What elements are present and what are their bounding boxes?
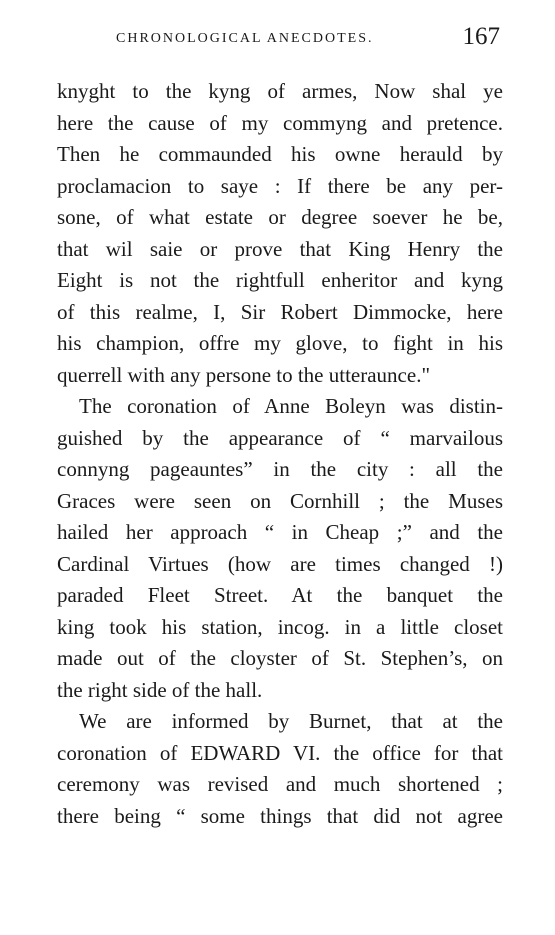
text-line: Cardinal Virtues (how are times changed !) bbox=[57, 551, 503, 576]
page-number: 167 bbox=[462, 23, 500, 50]
text-line: proclamacion to saye : If there be any per- bbox=[57, 173, 503, 198]
text-line: there being “ some things that did not agree bbox=[57, 803, 503, 828]
text-line: Then he commaunded his owne herauld by bbox=[57, 142, 503, 166]
text-line: his champion, offre my glove, to fight in his bbox=[57, 331, 503, 355]
text-line: We are informed by Burnet, that at the bbox=[79, 709, 503, 733]
text-line: paraded Fleet Street. At the banquet the bbox=[57, 583, 503, 607]
text-line: connyng pageauntes” in the city : all the bbox=[57, 457, 503, 481]
text-line: guished by the appearance of “ marvailous bbox=[57, 425, 503, 450]
text-line: here the cause of my commyng and pretence. bbox=[57, 110, 503, 135]
body-text bbox=[57, 76, 503, 832]
text-line: ceremony was revised and much shortened ; bbox=[57, 772, 503, 796]
text-line: that wil saie or prove that King Henry the bbox=[57, 236, 503, 261]
text-line: king took his station, incog. in a little closet bbox=[57, 614, 503, 639]
text-line: The coronation of Anne Boleyn was distin- bbox=[79, 394, 503, 418]
text-line: Graces were seen on Cornhill ; the Muses bbox=[57, 488, 503, 513]
text-line: hailed her approach “ in Cheap ;” and the bbox=[57, 520, 503, 544]
text-line: coronation of EDWARD VI. the office for that bbox=[57, 740, 503, 765]
text-line: querrell with any persone to the utteraunce." bbox=[57, 362, 431, 387]
running-title: CHRONOLOGICAL ANECDOTES. bbox=[116, 31, 374, 46]
text-line: sone, of what estate or degree soever he be, bbox=[57, 205, 503, 229]
text-line: knyght to the kyng of armes, Now shal ye bbox=[57, 79, 503, 103]
text-line: Eight is not the rightfull enheritor and kyng bbox=[57, 268, 503, 292]
running-head bbox=[100, 22, 500, 52]
text-line: of this realme, I, Sir Robert Dimmocke, here bbox=[57, 299, 503, 324]
text-line: made out of the cloyster of St. Stephen’s, on bbox=[57, 646, 503, 670]
text-line: the right side of the hall. bbox=[57, 677, 263, 702]
